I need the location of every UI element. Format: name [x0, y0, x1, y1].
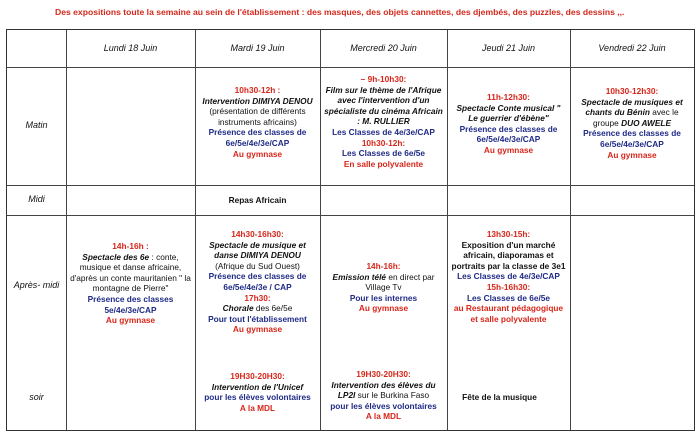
event-title: Chorale [222, 303, 254, 314]
event-audience: Les Classes de 4e/3e/CAP [332, 126, 435, 137]
event-audience: pour les élèves volontaires [204, 392, 311, 403]
column-divider [195, 30, 196, 430]
event-place: Au gymnase [483, 144, 534, 155]
event-time: 15h-16h30: [486, 281, 531, 292]
event-title-connector: avec le groupe [592, 107, 679, 128]
event-place: au Restaurant pédagogique et salle polyvalente [453, 303, 564, 324]
banner-text: Des expositions toute la semaine au sein de l'établissement : des masques, des objets cannettes, des djembés, des puzzles, des dessins ,,. [55, 7, 625, 17]
matin-jeudi [451, 92, 566, 156]
event-title-line [199, 303, 316, 314]
column-divider [320, 30, 321, 430]
event-place: En salle polyvalente [343, 158, 424, 169]
event-audience: Présence des classes de 6e/5e/4e/3e / CAP [208, 271, 307, 292]
event-place: Au gymnase [232, 148, 283, 159]
matin-vendredi [574, 86, 690, 160]
event-audience: Présence des classes de 6e/5e/4e/3e/CAP [583, 128, 681, 149]
event-time: 17h30: [244, 292, 271, 303]
day-header-vendredi: Vendredi 22 Juin [598, 43, 666, 53]
event-title: Intervention de l'Unicef [211, 381, 304, 392]
event-description: des 6e/5e [253, 303, 293, 314]
matin-mercredi [324, 74, 443, 169]
event-title: Spectacle des 6e [82, 251, 150, 262]
row-divider [7, 185, 694, 186]
event-audience: Les Classes de 4e/3e/CAP [457, 271, 560, 282]
column-divider [66, 30, 67, 430]
row-label-midi: Midi [28, 194, 45, 204]
apres-mardi [199, 229, 316, 335]
event-title: Spectacle de musiques et chants du Bénin [581, 96, 683, 118]
soir-mercredi [324, 369, 443, 422]
apres-mercredi [324, 261, 443, 314]
event-title: Spectacle Conte musical " Le guerrier d'ébène" [456, 102, 561, 124]
event-audience: Présence des classes de 6e/5e/4e/3e/CAP [208, 127, 307, 148]
event-title: Intervention DIMIYA DENOU [202, 95, 313, 106]
event-place: Au gymnase [232, 324, 283, 335]
event-title-line [324, 380, 443, 401]
event-audience: Les Classes de 6e/5e [341, 148, 426, 159]
event-time: 19H30-20H30: [356, 369, 411, 379]
event-time: 10h30-12h: [361, 137, 406, 148]
day-header-mardi: Mardi 19 Juin [230, 43, 285, 53]
event-title-line [70, 252, 191, 294]
event-title: Film sur le thème de l'Afrique avec l'intervention d'un spécialiste du cinéma Africain : M. RULLIER [324, 84, 443, 127]
row-divider [7, 215, 694, 216]
event-time: 11h-12h30: [487, 92, 530, 102]
row-divider [7, 67, 694, 68]
event-time: 14h-16h: [366, 261, 401, 271]
event-title-line [324, 272, 443, 293]
event-title: Exposition d'un marché africain, diaporamas et portraits par la classe de 3e1 [451, 239, 566, 271]
event-title: Spectacle de musique et danse DIMIYA DENOU [209, 239, 306, 261]
event-description: (Afrique du Sud Ouest) [215, 260, 300, 271]
event-title: Intervention des élèves du LP2I [331, 379, 436, 401]
event-time: 13h30-15h: [486, 229, 531, 239]
event-description: en direct par Village Tv [365, 271, 435, 293]
apres-jeudi [451, 229, 566, 324]
event-time: 10h30-12h30: [605, 86, 659, 96]
banner [0, 0, 700, 20]
event-audience: Présence des classes 5e/4e/3e/CAP [87, 293, 174, 315]
row-label-soir: soir [29, 392, 44, 402]
event-title: Emission télé [332, 271, 387, 282]
row-label-apres-midi: Après- midi [13, 280, 60, 290]
event-time: – 9h-10h30: [360, 74, 407, 84]
soir-mardi [199, 371, 316, 413]
event-audience: Les Classes de 6e/5e [466, 292, 551, 303]
column-divider [447, 30, 448, 430]
event-title-line [574, 97, 690, 129]
event-place: A la MDL [365, 411, 402, 422]
midi-mardi: Repas Africain [228, 195, 287, 205]
event-description: sur le Burkina Faso [355, 390, 430, 401]
event-audience: Présence des classes de 6e/5e/4e/3e/CAP [459, 123, 558, 145]
matin-mardi [199, 85, 316, 159]
row-label-matin: Matin [25, 120, 48, 130]
day-header-jeudi: Jeudi 21 Juin [481, 43, 536, 53]
schedule-table [6, 29, 695, 431]
event-place: Au gymnase [358, 303, 409, 314]
event-place: Au gymnase [607, 149, 657, 160]
soir-jeudi: Fête de la musique [462, 392, 537, 402]
column-divider [570, 30, 571, 430]
event-time: 10h30-12h : [234, 85, 281, 95]
event-description: (présentation de différents instruments africains) [209, 106, 306, 127]
event-audience: pour les élèves volontaires [330, 400, 437, 411]
event-group: DUO AWELE [621, 117, 672, 128]
event-time: 19H30-20H30: [230, 371, 285, 381]
event-time: 14h-16h : [112, 241, 149, 251]
event-description: : conte, musique et danse africaine, d'après un conte mauritanien " la montagne de Pierre" [70, 251, 191, 294]
event-audience: Pour tout l'établissement [208, 313, 307, 324]
event-place: Au gymnase [105, 315, 156, 326]
apres-lundi [70, 241, 191, 326]
event-place: A la MDL [239, 402, 276, 413]
day-header-lundi: Lundi 18 Juin [103, 43, 158, 53]
day-header-mercredi: Mercredi 20 Juin [350, 43, 417, 53]
event-time: 14h30-16h30: [231, 229, 284, 239]
event-audience: Pour les internes [349, 292, 418, 303]
